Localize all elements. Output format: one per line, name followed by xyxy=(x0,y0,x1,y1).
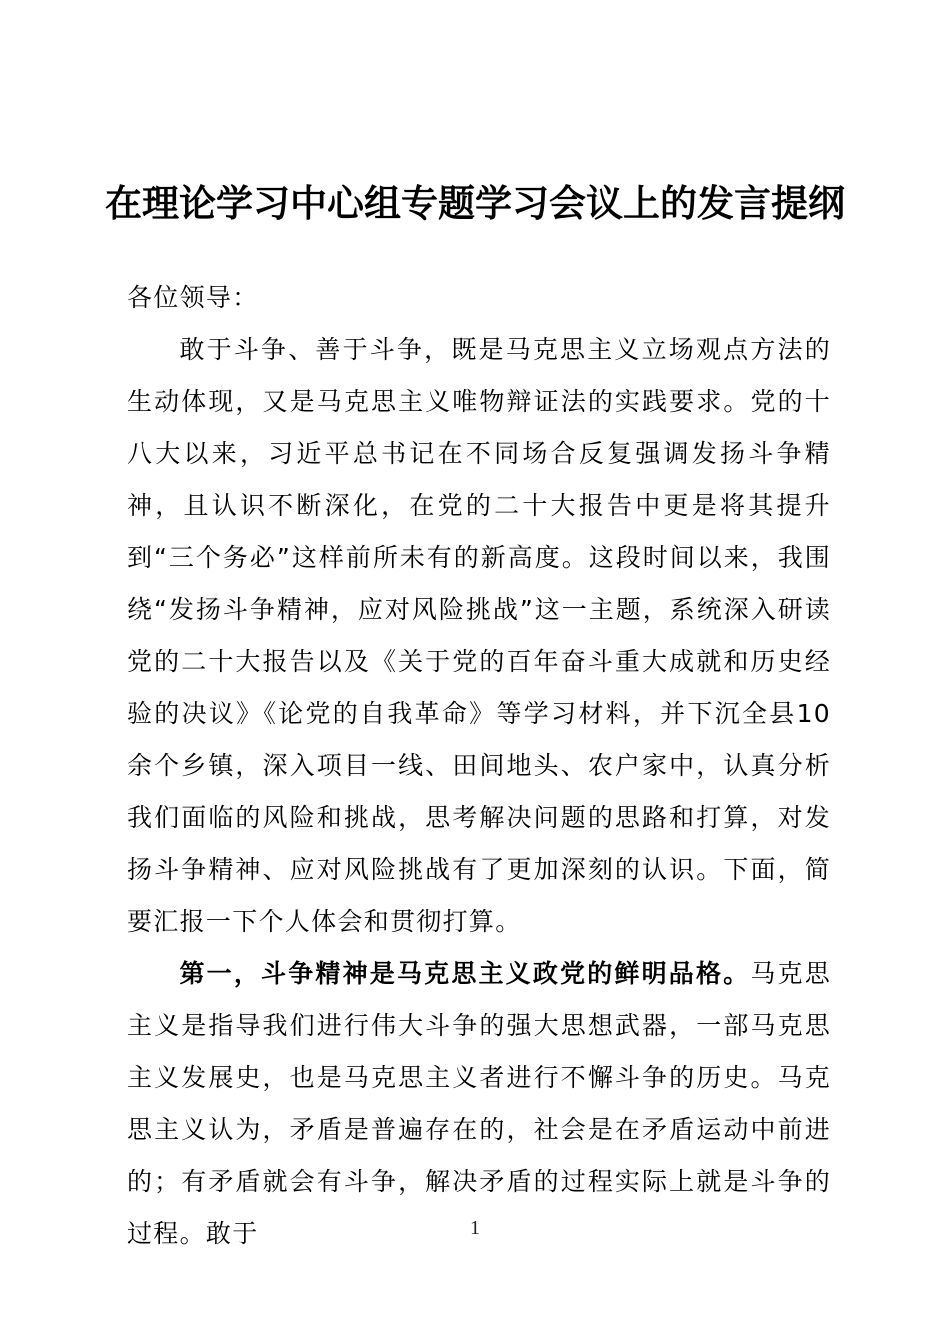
salutation: 各位领导： xyxy=(127,283,259,312)
paragraph-lead: 第一，斗争精神是马克思主义政党的鲜明品格。 xyxy=(179,959,751,988)
paragraph-intro xyxy=(127,324,831,948)
document-body xyxy=(127,272,831,1260)
paragraph-text: 敢于斗争、善于斗争，既是马克思主义立场观点方法的生动体现，又是马克思主义唯物辩证法的实践要求。党的十八大以来，习近平总书记在不同场合反复强调发扬斗争精神，且认识不断深化，在党的二十大报告中更是将其提升到“三个务必”这样前所未有的新高度。这段时间以来，我围绕“发扬斗争精神，应对风险挑战”这一主题，系统深入研读党的二十大报告以及《关于党的百年奋斗重大成就和历史经验的决议》《论党的自我革命》等学习材料，并下沉全县10余个乡镇，深入项目一线、田间地头、农户家中，认真分析我们面临的风险和挑战，思考解决问题的思路和打算，对发扬斗争精神、应对风险挑战有了更加深刻的认识。下面，简要汇报一下个人体会和贯彻打算。 xyxy=(127,335,831,936)
document-title: 在理论学习中心组专题学习会议上的发言提纲 xyxy=(105,181,845,225)
paragraph-text: 马克思主义是指导我们进行伟大斗争的强大思想武器，一部马克思主义发展史，也是马克思主义者进行不懈斗争的历史。马克思主义认为，矛盾是普遍存在的，社会是在矛盾运动中前进的；有矛盾就会有斗争，解决矛盾的过程实际上就是斗争的过程。敢于 xyxy=(127,959,831,1248)
page-number: 1 xyxy=(470,1217,480,1239)
